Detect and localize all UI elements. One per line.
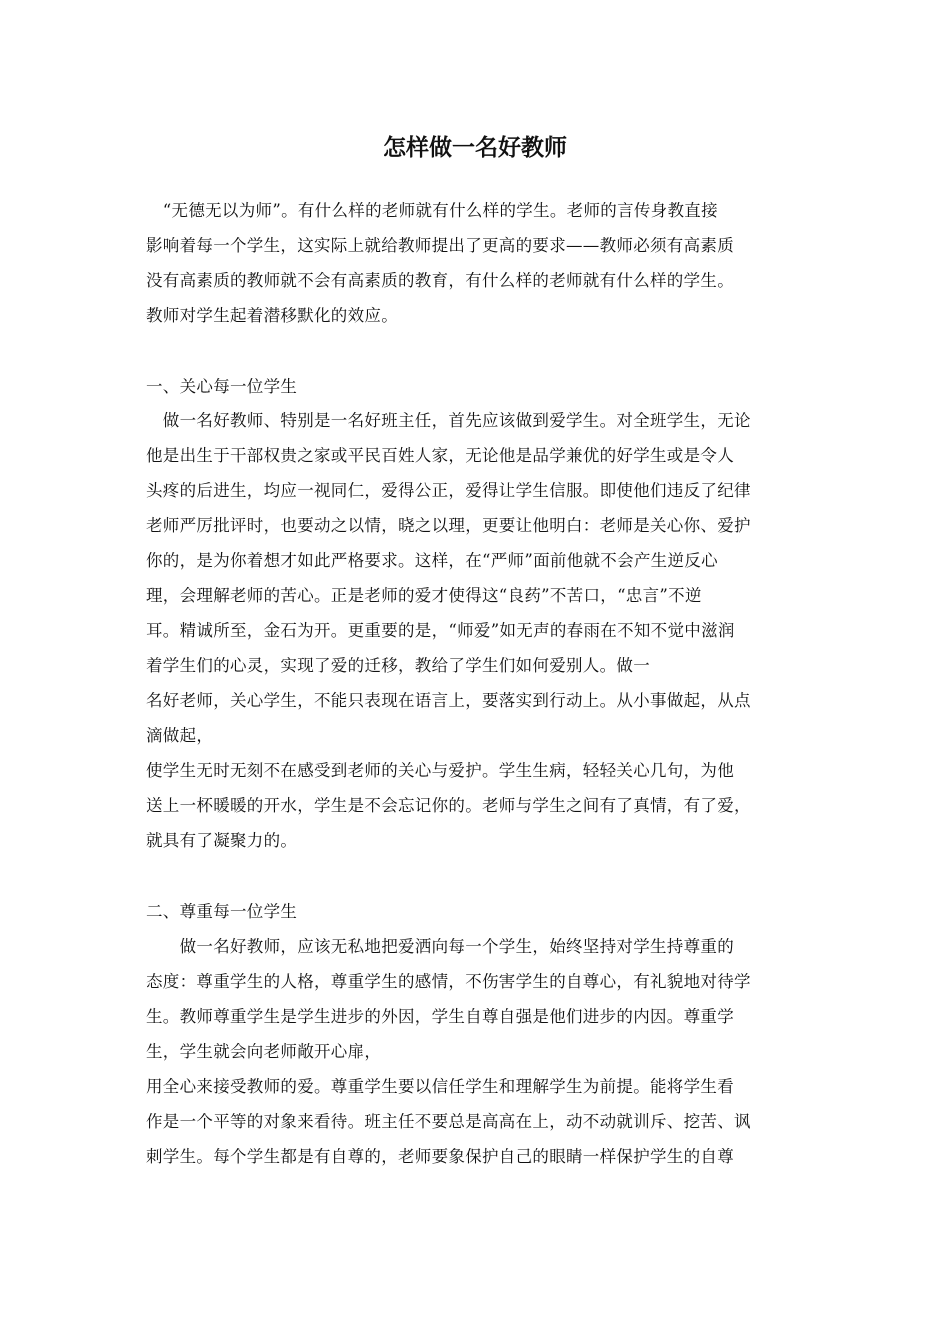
- section2-line: 态度：尊重学生的人格，尊重学生的感情，不伤害学生的自尊心，有礼貌地对待学: [146, 972, 751, 991]
- section1-line: 他是出生于干部权贵之家或平民百姓人家，无论他是品学兼优的好学生或是令人: [146, 446, 734, 465]
- section2-line: 做一名好教师，应该无私地把爱洒向每一个学生，始终坚持对学生持尊重的: [146, 937, 734, 956]
- section1-line: 使学生无时无刻不在感受到老师的关心与爱护。学生生病，轻轻关心几句，为他: [146, 761, 734, 780]
- section2-line: 作是一个平等的对象来看待。班主任不要总是高高在上，动不动就训斥、挖苦、讽: [146, 1112, 751, 1131]
- section1-line: 送上一杯暖暖的开水，学生是不会忘记你的。老师与学生之间有了真情，有了爱，: [146, 796, 751, 815]
- document-title: 怎样做一名好教师: [383, 134, 567, 161]
- section1-line: 理，会理解老师的苦心。正是老师的爱才使得这“良药”不苦口，“忠言”不逆: [146, 586, 702, 605]
- section-heading-care: 一、关心每一位学生: [146, 377, 298, 396]
- section1-line: 做一名好教师、特别是一名好班主任，首先应该做到爱学生。对全班学生，无论: [146, 411, 751, 430]
- intro-line: 没有高素质的教师就不会有高素质的教育，有什么样的老师就有什么样的学生。: [146, 271, 734, 290]
- section1-line: 老师严厉批评时，也要动之以情，晓之以理，更要让他明白：老师是关心你、爱护: [146, 516, 751, 535]
- intro-line: 影响着每一个学生，这实际上就给教师提出了更高的要求——教师必须有高素质: [146, 236, 734, 255]
- section2-line: 刺学生。每个学生都是有自尊的，老师要象保护自己的眼睛一样保护学生的自尊: [146, 1147, 734, 1166]
- section2-line: 生。教师尊重学生是学生进步的外因，学生自尊自强是他们进步的内因。尊重学: [146, 1007, 734, 1026]
- section2-line: 用全心来接受教师的爱。尊重学生要以信任学生和理解学生为前提。能将学生看: [146, 1077, 734, 1096]
- intro-line: 教师对学生起着潜移默化的效应。: [146, 306, 398, 325]
- section1-line: 头疼的后进生，均应一视同仁，爱得公正，爱得让学生信服。即使他们违反了纪律: [146, 481, 751, 500]
- section2-line: 生，学生就会向老师敞开心扉，: [146, 1042, 382, 1061]
- section1-line: 名好老师，关心学生，不能只表现在语言上，要落实到行动上。从小事做起，从点: [146, 691, 751, 710]
- section1-line: 你的，是为你着想才如此严格要求。这样，在“严师”面前他就不会产生逆反心: [146, 551, 718, 570]
- section-heading-respect: 二、尊重每一位学生: [146, 902, 298, 921]
- section1-line: 着学生们的心灵，实现了爱的迁移，教给了学生们如何爱别人。做一: [146, 656, 650, 675]
- section1-line: 耳。精诚所至，金石为开。更重要的是，“师爱”如无声的春雨在不知不觉中滋润: [146, 621, 735, 640]
- section1-line: 就具有了凝聚力的。: [146, 831, 298, 850]
- section1-line: 滴做起，: [146, 726, 214, 745]
- intro-line: “无德无以为师”。有什么样的老师就有什么样的学生。老师的言传身教直接: [146, 201, 718, 220]
